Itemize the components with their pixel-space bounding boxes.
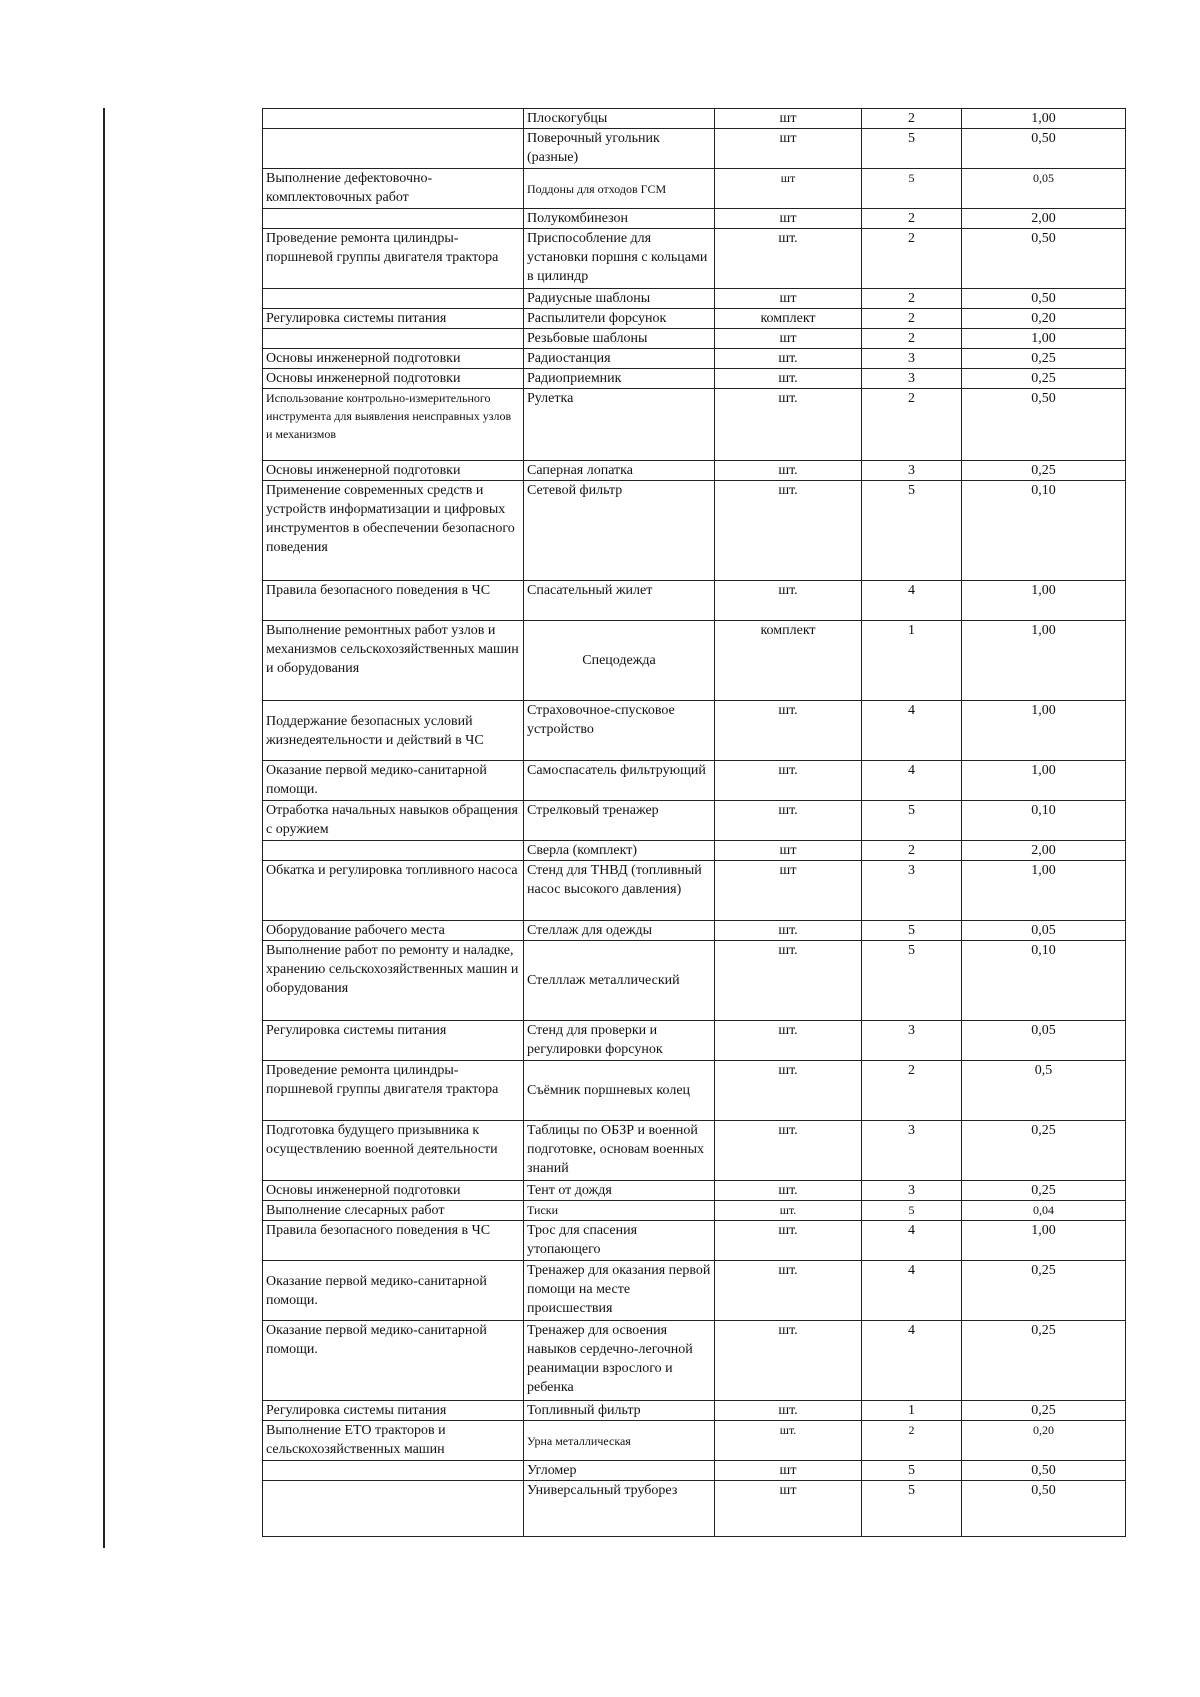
topic-cell: Оказание первой медико-санитарной помощи. [263, 761, 524, 801]
item-cell: Резьбовые шаблоны [524, 329, 715, 349]
norm-cell: 0,10 [962, 481, 1126, 581]
topic-cell: Выполнение работ по ремонту и наладке, хранению сельскохозяйственных машин и оборудования [263, 941, 524, 1021]
qty-cell: 5 [862, 1481, 962, 1537]
topic-cell: Правила безопасного поведения в ЧС [263, 1221, 524, 1261]
topic-cell: Обкатка и регулировка топливного насоса [263, 861, 524, 921]
norm-cell: 0,25 [962, 1401, 1126, 1421]
unit-cell: шт [715, 109, 862, 129]
table-row [263, 461, 1126, 481]
table-row [263, 1201, 1126, 1221]
unit-cell: шт [715, 169, 862, 209]
qty-cell: 5 [862, 941, 962, 1021]
item-cell: Тент от дождя [524, 1181, 715, 1201]
norm-cell: 1,00 [962, 1221, 1126, 1261]
item-cell: Съёмник поршневых колец [524, 1061, 715, 1121]
norm-cell: 0,25 [962, 369, 1126, 389]
topic-cell: Применение современных средств и устройств информатизации и цифровых инструментов в обеспечении безопасного поведения [263, 481, 524, 581]
topic-cell [263, 1481, 524, 1537]
qty-cell: 3 [862, 1181, 962, 1201]
table-row [263, 581, 1126, 621]
qty-cell: 2 [862, 1421, 962, 1461]
table-row [263, 289, 1126, 309]
topic-cell: Оказание первой медико-санитарной помощи. [263, 1261, 524, 1321]
unit-cell: шт [715, 129, 862, 169]
table-row [263, 1401, 1126, 1421]
qty-cell: 3 [862, 369, 962, 389]
unit-cell: шт. [715, 761, 862, 801]
qty-cell: 5 [862, 1201, 962, 1221]
item-cell: Таблицы по ОБЗР и военной подготовке, основам военных знаний [524, 1121, 715, 1181]
table-row [263, 801, 1126, 841]
item-cell: Тренажер для освоения навыков сердечно-легочной реанимации взрослого и ребенка [524, 1321, 715, 1401]
item-cell: Стрелковый тренажер [524, 801, 715, 841]
unit-cell: шт. [715, 1401, 862, 1421]
unit-cell: шт. [715, 1121, 862, 1181]
topic-cell [263, 1461, 524, 1481]
qty-cell: 4 [862, 701, 962, 761]
qty-cell: 3 [862, 1121, 962, 1181]
table-row [263, 209, 1126, 229]
item-cell: Сверла (комплект) [524, 841, 715, 861]
table-row [263, 1221, 1126, 1261]
table-row [263, 861, 1126, 921]
norm-cell: 0,05 [962, 1021, 1126, 1061]
item-cell: Универсальный труборез [524, 1481, 715, 1537]
table-row [263, 229, 1126, 289]
table-row [263, 621, 1126, 701]
unit-cell: комплект [715, 309, 862, 329]
table-row [263, 309, 1126, 329]
unit-cell: шт [715, 841, 862, 861]
unit-cell: шт. [715, 1181, 862, 1201]
topic-cell [263, 841, 524, 861]
qty-cell: 5 [862, 801, 962, 841]
table-row [263, 921, 1126, 941]
norm-cell: 1,00 [962, 109, 1126, 129]
topic-cell: Проведение ремонта цилиндры-поршневой группы двигателя трактора [263, 229, 524, 289]
norm-cell: 1,00 [962, 701, 1126, 761]
qty-cell: 2 [862, 389, 962, 461]
table-row [263, 1421, 1126, 1461]
table-row [263, 841, 1126, 861]
item-cell: Страховочное-спусковое устройство [524, 701, 715, 761]
topic-cell: Проведение ремонта цилиндры-поршневой группы двигателя трактора [263, 1061, 524, 1121]
topic-cell: Отработка начальных навыков обращения с оружием [263, 801, 524, 841]
item-cell: Плоскогубцы [524, 109, 715, 129]
qty-cell: 4 [862, 1321, 962, 1401]
table-row [263, 1481, 1126, 1537]
unit-cell: шт. [715, 1321, 862, 1401]
unit-cell: шт [715, 289, 862, 309]
item-cell: Саперная лопатка [524, 461, 715, 481]
unit-cell: шт [715, 1461, 862, 1481]
qty-cell: 3 [862, 861, 962, 921]
norm-cell: 2,00 [962, 209, 1126, 229]
qty-cell: 2 [862, 329, 962, 349]
qty-cell: 3 [862, 461, 962, 481]
table-row [263, 329, 1126, 349]
qty-cell: 5 [862, 481, 962, 581]
qty-cell: 3 [862, 349, 962, 369]
item-cell: Спасательный жилет [524, 581, 715, 621]
qty-cell: 4 [862, 581, 962, 621]
table-row [263, 1181, 1126, 1201]
norm-cell: 1,00 [962, 621, 1126, 701]
topic-cell: Выполнение дефектовочно-комплектовочных работ [263, 169, 524, 209]
unit-cell: шт. [715, 369, 862, 389]
qty-cell: 4 [862, 761, 962, 801]
item-cell: Полукомбинезон [524, 209, 715, 229]
qty-cell: 2 [862, 109, 962, 129]
left-margin-line [103, 108, 105, 1548]
qty-cell: 5 [862, 129, 962, 169]
table-row [263, 701, 1126, 761]
qty-cell: 5 [862, 1461, 962, 1481]
topic-cell [263, 129, 524, 169]
topic-cell: Подготовка будущего призывника к осуществлению военной деятельности [263, 1121, 524, 1181]
unit-cell: шт. [715, 921, 862, 941]
unit-cell: шт. [715, 1201, 862, 1221]
topic-cell: Правила безопасного поведения в ЧС [263, 581, 524, 621]
norm-cell: 0,25 [962, 1261, 1126, 1321]
qty-cell: 4 [862, 1221, 962, 1261]
item-cell: Трос для спасения утопающего [524, 1221, 715, 1261]
topic-cell [263, 329, 524, 349]
norm-cell: 0,50 [962, 1481, 1126, 1537]
topic-cell [263, 289, 524, 309]
unit-cell: шт [715, 861, 862, 921]
qty-cell: 2 [862, 841, 962, 861]
topic-cell: Регулировка системы питания [263, 1401, 524, 1421]
qty-cell: 1 [862, 1401, 962, 1421]
norm-cell: 0,50 [962, 229, 1126, 289]
qty-cell: 1 [862, 621, 962, 701]
unit-cell: шт. [715, 801, 862, 841]
item-cell: Тиски [524, 1201, 715, 1221]
norm-cell: 1,00 [962, 861, 1126, 921]
unit-cell: шт. [715, 461, 862, 481]
unit-cell: шт. [715, 481, 862, 581]
table-row [263, 1321, 1126, 1401]
norm-cell: 0,50 [962, 129, 1126, 169]
qty-cell: 2 [862, 309, 962, 329]
norm-cell: 0,25 [962, 1181, 1126, 1201]
item-cell: Урна металлическая [524, 1421, 715, 1461]
unit-cell: шт [715, 329, 862, 349]
unit-cell: шт. [715, 1221, 862, 1261]
norm-cell: 0,20 [962, 1421, 1126, 1461]
topic-cell [263, 209, 524, 229]
unit-cell: шт. [715, 1421, 862, 1461]
norm-cell: 0,25 [962, 1321, 1126, 1401]
norm-cell: 0,5 [962, 1061, 1126, 1121]
norm-cell: 0,10 [962, 801, 1126, 841]
norm-cell: 0,10 [962, 941, 1126, 1021]
unit-cell: комплект [715, 621, 862, 701]
topic-cell: Регулировка системы питания [263, 1021, 524, 1061]
qty-cell: 2 [862, 209, 962, 229]
topic-cell: Основы инженерной подготовки [263, 369, 524, 389]
item-cell: Радиоприемник [524, 369, 715, 389]
norm-cell: 0,50 [962, 1461, 1126, 1481]
item-cell: Поверочный угольник (разные) [524, 129, 715, 169]
topic-cell [263, 109, 524, 129]
unit-cell: шт. [715, 389, 862, 461]
unit-cell: шт [715, 209, 862, 229]
item-cell: Радиусные шаблоны [524, 289, 715, 309]
qty-cell: 2 [862, 229, 962, 289]
unit-cell: шт. [715, 349, 862, 369]
item-cell: Самоспасатель фильтрующий [524, 761, 715, 801]
norm-cell: 0,50 [962, 389, 1126, 461]
unit-cell: шт. [715, 581, 862, 621]
unit-cell: шт. [715, 1061, 862, 1121]
topic-cell: Оборудование рабочего места [263, 921, 524, 941]
topic-cell: Регулировка системы питания [263, 309, 524, 329]
topic-cell: Оказание первой медико-санитарной помощи. [263, 1321, 524, 1401]
unit-cell: шт. [715, 1021, 862, 1061]
qty-cell: 5 [862, 169, 962, 209]
topic-cell: Выполнение ЕТО тракторов и сельскохозяйственных машин [263, 1421, 524, 1461]
qty-cell: 3 [862, 1021, 962, 1061]
table-row [263, 1121, 1126, 1181]
unit-cell: шт [715, 1481, 862, 1537]
norm-cell: 0,25 [962, 1121, 1126, 1181]
item-cell: Поддоны для отходов ГСМ [524, 169, 715, 209]
qty-cell: 4 [862, 1261, 962, 1321]
qty-cell: 2 [862, 289, 962, 309]
table-row [263, 1261, 1126, 1321]
table-row [263, 761, 1126, 801]
norm-cell: 0,50 [962, 289, 1126, 309]
topic-cell: Выполнение ремонтных работ узлов и механизмов сельскохозяйственных машин и оборудования [263, 621, 524, 701]
norm-cell: 1,00 [962, 761, 1126, 801]
table-row [263, 1061, 1126, 1121]
norm-cell: 0,20 [962, 309, 1126, 329]
norm-cell: 0,04 [962, 1201, 1126, 1221]
norm-cell: 0,25 [962, 349, 1126, 369]
topic-cell: Основы инженерной подготовки [263, 461, 524, 481]
qty-cell: 5 [862, 921, 962, 941]
norm-cell: 2,00 [962, 841, 1126, 861]
item-cell: Спецодежда [524, 621, 715, 701]
unit-cell: шт. [715, 701, 862, 761]
item-cell: Стенд для ТНВД (топливный насос высокого давления) [524, 861, 715, 921]
table-row [263, 169, 1126, 209]
unit-cell: шт. [715, 229, 862, 289]
item-cell: Стелллаж металлический [524, 941, 715, 1021]
item-cell: Радиостанция [524, 349, 715, 369]
item-cell: Приспособление для установки поршня с кольцами в цилиндр [524, 229, 715, 289]
qty-cell: 2 [862, 1061, 962, 1121]
item-cell: Распылители форсунок [524, 309, 715, 329]
table-row [263, 389, 1126, 461]
item-cell: Угломер [524, 1461, 715, 1481]
table-row [263, 1461, 1126, 1481]
norm-cell: 0,25 [962, 461, 1126, 481]
table-row [263, 369, 1126, 389]
topic-cell: Использование контрольно-измерительного инструмента для выявления неисправных узлов и механизмов [263, 389, 524, 461]
topic-cell: Поддержание безопасных условий жизнедеятельности и действий в ЧС [263, 701, 524, 761]
table-row [263, 129, 1126, 169]
item-cell: Тренажер для оказания первой помощи на месте происшествия [524, 1261, 715, 1321]
topic-cell: Основы инженерной подготовки [263, 1181, 524, 1201]
topic-cell: Выполнение слесарных работ [263, 1201, 524, 1221]
table-row [263, 481, 1126, 581]
norm-cell: 0,05 [962, 921, 1126, 941]
item-cell: Сетевой фильтр [524, 481, 715, 581]
table-row [263, 109, 1126, 129]
table-row [263, 349, 1126, 369]
item-cell: Топливный фильтр [524, 1401, 715, 1421]
item-cell: Стенд для проверки и регулировки форсунок [524, 1021, 715, 1061]
table-row [263, 1021, 1126, 1061]
unit-cell: шт. [715, 941, 862, 1021]
norm-cell: 1,00 [962, 329, 1126, 349]
inventory-table [262, 108, 1126, 1537]
norm-cell: 1,00 [962, 581, 1126, 621]
topic-cell: Основы инженерной подготовки [263, 349, 524, 369]
item-cell: Рулетка [524, 389, 715, 461]
table-row [263, 941, 1126, 1021]
norm-cell: 0,05 [962, 169, 1126, 209]
unit-cell: шт. [715, 1261, 862, 1321]
item-cell: Стеллаж для одежды [524, 921, 715, 941]
